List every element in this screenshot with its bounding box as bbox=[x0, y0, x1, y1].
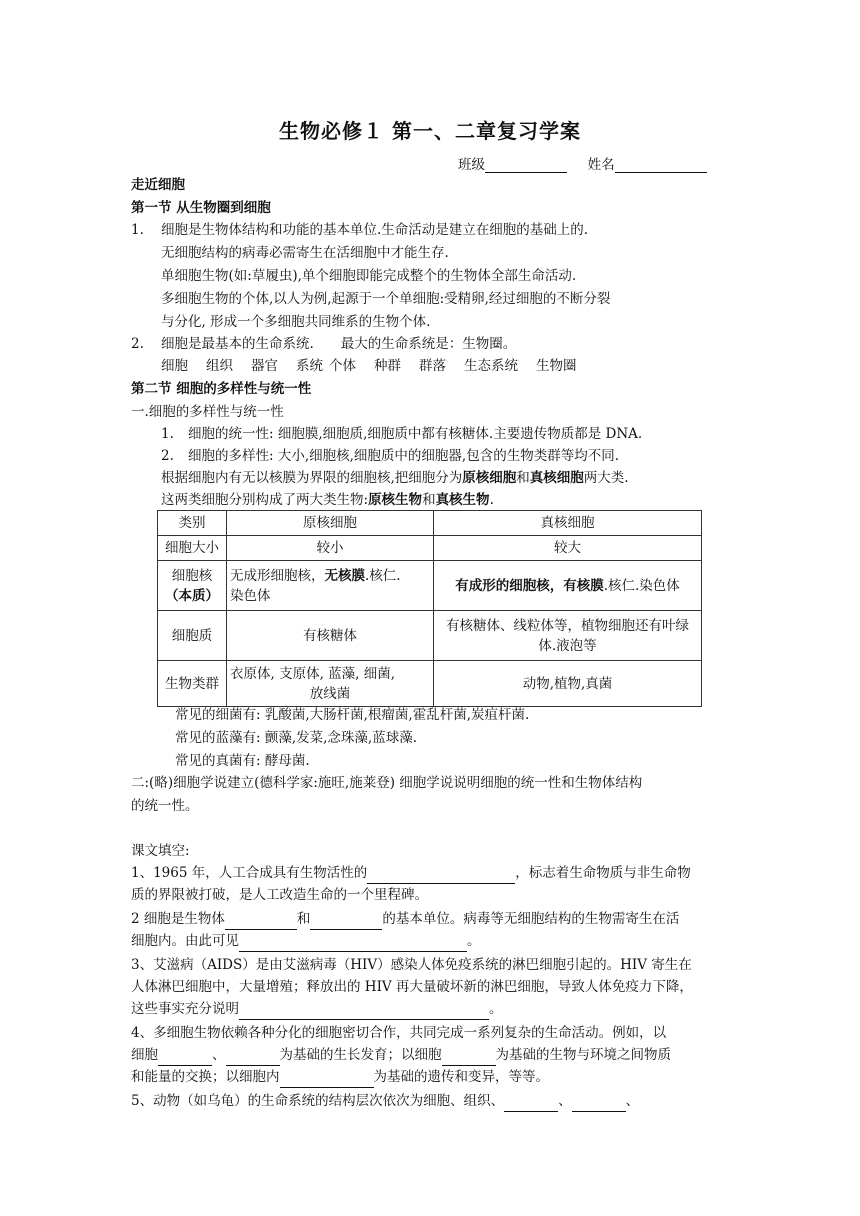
page-title: 生物必修１ 第一、二章复习学案 bbox=[279, 119, 581, 143]
text-run: .核仁. bbox=[365, 567, 401, 584]
text-run: 人体淋巴细胞中，大量增殖；释放出的 HIV 再大量破坏新的淋巴细胞，导致人体免疫力下降， bbox=[131, 979, 693, 995]
text-run: .核仁.染色体 bbox=[603, 577, 680, 594]
eukaryotic-cell-term: 真核细胞 bbox=[529, 470, 584, 486]
level-item: 组织 bbox=[206, 358, 233, 374]
text-run: 4、多细胞生物依赖各种分化的细胞密切合作，共同完成一系列复杂的生命活动。例如，以 bbox=[131, 1025, 667, 1041]
section1-item1-line2: 无细胞结构的病毒必需寄生在活细胞中才能生存. bbox=[161, 245, 449, 261]
diversity-text: 细胞的多样性: 大小,细胞核,细胞质中的细胞器,包含的生物类群等均不同. bbox=[188, 448, 620, 464]
question-1 bbox=[131, 862, 731, 906]
level-item: 器官 bbox=[251, 358, 278, 374]
eukaryote-term: 真核生物 bbox=[435, 492, 490, 508]
text-run: 为基础的生长发育；以细胞 bbox=[279, 1047, 442, 1063]
item-number: 1. bbox=[161, 426, 174, 442]
answer-blank[interactable] bbox=[280, 1073, 374, 1088]
text-run: 、 bbox=[212, 1047, 226, 1063]
table-cell bbox=[227, 561, 434, 611]
table-cell bbox=[227, 661, 434, 707]
section1-item2: 细胞是最基本的生命系统. 最大的生命系统是：生物圈。 bbox=[161, 336, 517, 352]
text-run: 有成形的细胞核，有核膜 bbox=[455, 577, 604, 594]
cell-line: 有核糖体、线粒体等，植物细胞还有叶绿 bbox=[446, 617, 689, 634]
item-number: 1. bbox=[131, 222, 144, 238]
section1-item1-line5: 与分化, 形成一个多细胞共同维系的生物个体. bbox=[161, 314, 431, 330]
table-header: 真核细胞 bbox=[434, 511, 702, 536]
name-blank[interactable] bbox=[615, 158, 707, 173]
text-run: 两大类. bbox=[583, 470, 629, 486]
chapter-heading: 走近细胞 bbox=[131, 177, 185, 193]
answer-blank[interactable] bbox=[504, 1097, 558, 1112]
table-row bbox=[158, 661, 702, 707]
table-cell bbox=[434, 561, 702, 611]
comparison-table bbox=[157, 510, 702, 707]
answer-blank[interactable] bbox=[367, 869, 515, 884]
cell-line: 体.液泡等 bbox=[538, 637, 597, 654]
fungi-examples: 常见的真菌有: 酵母菌. bbox=[175, 753, 310, 769]
text-run: . bbox=[489, 492, 494, 508]
class-blank[interactable] bbox=[485, 158, 567, 173]
question-3 bbox=[131, 954, 731, 1020]
level-item: 生物圈 bbox=[536, 358, 577, 374]
text-run: 和 bbox=[422, 492, 436, 508]
text-run: 无成形细胞核， bbox=[230, 567, 325, 584]
prokaryote-term: 原核生物 bbox=[368, 492, 423, 508]
row-label-line: 细胞核 bbox=[171, 567, 213, 584]
section2-heading: 第二节 细胞的多样性与统一性 bbox=[131, 381, 312, 397]
text-run: 3、艾滋病（AIDS）是由艾滋病毒（HIV）感染人体免疫系统的淋巴细胞引起的。HIV 寄生在 bbox=[131, 957, 692, 973]
name-label: 姓名 bbox=[587, 157, 615, 173]
item-number: 2. bbox=[161, 448, 174, 464]
row-label bbox=[158, 561, 227, 611]
text-run: ，标志着生命物质与非生命物 bbox=[515, 865, 691, 881]
answer-blank[interactable] bbox=[158, 1051, 212, 1066]
unity-text: 细胞的统一性: 细胞膜,细胞质,细胞质中都有核糖体.主要遗传物质都是 DNA. bbox=[188, 426, 643, 442]
level-item: 系统 bbox=[296, 358, 323, 374]
cell-line: 衣原体, 支原体, 蓝藻, 细菌, bbox=[230, 665, 396, 682]
level-item: 细胞 bbox=[161, 358, 188, 374]
text-run: 细胞 bbox=[131, 1047, 158, 1063]
table-row bbox=[158, 536, 702, 561]
table-cell: 有核糖体 bbox=[227, 611, 434, 661]
table-row bbox=[158, 561, 702, 611]
row-label-line: （本质） bbox=[165, 587, 219, 604]
table-row bbox=[158, 611, 702, 661]
fill-in-heading: 课文填空: bbox=[131, 843, 190, 859]
class-name-line bbox=[458, 153, 707, 173]
cyanobacteria-examples: 常见的蓝藻有: 颤藻,发菜,念珠藻,蓝球藻. bbox=[175, 730, 418, 746]
cell-line: 放线菌 bbox=[309, 685, 351, 702]
text-run: 。 bbox=[467, 933, 481, 949]
organism-classification-text bbox=[161, 491, 494, 509]
question-2 bbox=[131, 908, 731, 952]
cell-theory-line1: 二:(略)细胞学说建立(德科学家:施旺,施莱登) 细胞学说说明细胞的统一性和生物体结构 bbox=[131, 775, 643, 791]
table-header: 原核细胞 bbox=[227, 511, 434, 536]
answer-blank[interactable] bbox=[239, 937, 467, 952]
section1-heading: 第一节 从生物圈到细胞 bbox=[131, 200, 271, 216]
text-run: 细胞内。由此可见 bbox=[131, 933, 239, 949]
answer-blank[interactable] bbox=[226, 1051, 280, 1066]
text-run: 根据细胞内有无以核膜为界限的细胞核,把细胞分为 bbox=[161, 470, 463, 486]
text-run: 1、1965 年，人工合成具有生物活性的 bbox=[131, 865, 368, 881]
question-5 bbox=[131, 1090, 731, 1112]
text-run: 这些事实充分说明 bbox=[131, 1001, 239, 1017]
life-system-levels bbox=[161, 357, 595, 375]
level-item: 种群 bbox=[374, 358, 401, 374]
text-run: 质的界限被打破，是人工改造生命的一个里程碑。 bbox=[131, 887, 428, 903]
table-cell: 动物,植物,真菌 bbox=[434, 661, 702, 707]
item-number: 2. bbox=[131, 336, 144, 352]
text-run: 的基本单位。病毒等无细胞结构的生物需寄生在活 bbox=[382, 911, 680, 927]
answer-blank[interactable] bbox=[442, 1051, 496, 1066]
row-label: 细胞大小 bbox=[158, 536, 227, 561]
text-run: 这两类细胞分别构成了两大类生物: bbox=[161, 492, 369, 508]
text-run: 5、动物（如乌龟）的生命系统的结构层次依次为细胞、组织、 bbox=[131, 1093, 505, 1109]
text-run: 、 bbox=[625, 1093, 640, 1109]
table-cell bbox=[434, 611, 702, 661]
prokaryotic-cell-term: 原核细胞 bbox=[462, 470, 517, 486]
bacteria-examples: 常见的细菌有: 乳酸菌,大肠杆菌,根瘤菌,霍乱杆菌,炭疽杆菌. bbox=[175, 707, 530, 723]
text-run: 为基础的生物与环境之间物质 bbox=[495, 1047, 671, 1063]
table-cell: 较大 bbox=[434, 536, 702, 561]
text-run: 染色体 bbox=[230, 587, 271, 604]
section1-item1-line4: 多细胞生物的个体,以人为例,起源于一个单细胞:受精卵,经过细胞的不断分裂 bbox=[161, 291, 611, 307]
section1-item1-line3: 单细胞生物(如:草履虫),单个细胞即能完成整个的生物体全部生命活动. bbox=[161, 268, 577, 284]
table-cell: 较小 bbox=[227, 536, 434, 561]
text-run: 2 细胞是生物体 bbox=[131, 911, 225, 927]
level-item: 生态系统 bbox=[464, 358, 518, 374]
text-run: 和 bbox=[296, 911, 311, 927]
level-item: 群落 bbox=[419, 358, 446, 374]
section1-item1: 细胞是生物体结构和功能的基本单位.生命活动是建立在细胞的基础上的. bbox=[161, 222, 589, 238]
text-run: 和能量的交换；以细胞内 bbox=[131, 1069, 280, 1085]
answer-blank[interactable] bbox=[572, 1097, 626, 1112]
class-label: 班级 bbox=[458, 157, 485, 173]
answer-blank[interactable] bbox=[225, 915, 297, 930]
row-label: 细胞质 bbox=[158, 611, 227, 661]
table-header: 类别 bbox=[158, 511, 227, 536]
text-run: 、 bbox=[558, 1093, 572, 1109]
answer-blank[interactable] bbox=[239, 1005, 489, 1020]
question-4 bbox=[131, 1022, 731, 1088]
cell-classification-text bbox=[161, 469, 629, 487]
answer-blank[interactable] bbox=[310, 915, 382, 930]
level-item: 个体 bbox=[329, 358, 356, 374]
text-run: 和 bbox=[516, 470, 530, 486]
text-run: 。 bbox=[489, 1001, 503, 1017]
text-run: 无核膜 bbox=[324, 567, 365, 584]
text-run: 为基础的遗传和变异，等等。 bbox=[373, 1069, 549, 1085]
table-header-row bbox=[158, 511, 702, 536]
section2-sub1: 一.细胞的多样性与统一性 bbox=[131, 404, 284, 420]
row-label: 生物类群 bbox=[158, 661, 227, 707]
cell-theory-line2: 的统一性。 bbox=[131, 798, 199, 814]
